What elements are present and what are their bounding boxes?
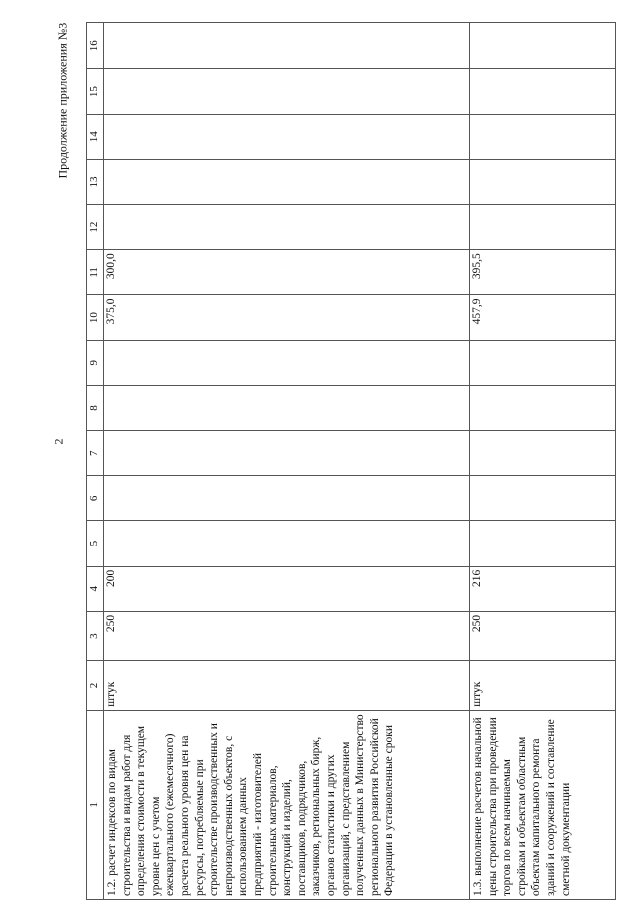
cell-c15: [104, 69, 470, 114]
cell-c10: 375,0: [104, 295, 470, 340]
appendix-continuation-note: Продолжение приложения №3: [55, 22, 70, 179]
cell-c10: 457,9: [470, 295, 616, 340]
cell-c14: [104, 114, 470, 159]
cell-c13: [104, 159, 470, 204]
column-header: 7: [87, 431, 104, 476]
cell-c13: [470, 159, 616, 204]
column-header: 13: [87, 159, 104, 204]
column-header: 16: [87, 23, 104, 69]
cell-c3: 250: [470, 611, 616, 660]
cell-c9: [470, 340, 616, 385]
column-header: 6: [87, 476, 104, 521]
column-header: 15: [87, 69, 104, 114]
cell-c5: [470, 521, 616, 566]
column-header: 8: [87, 385, 104, 430]
cell-c12: [104, 205, 470, 250]
cell-c4: 216: [470, 566, 616, 611]
column-header: 2: [87, 661, 104, 710]
cell-c6: [104, 476, 470, 521]
row-unit: штук: [470, 661, 616, 710]
cell-c8: [104, 385, 470, 430]
cell-c16: [104, 23, 470, 69]
cell-c7: [104, 431, 470, 476]
cell-c16: [470, 23, 616, 69]
cell-c14: [470, 114, 616, 159]
column-header: 9: [87, 340, 104, 385]
column-header: 5: [87, 521, 104, 566]
column-header: 4: [87, 566, 104, 611]
data-table-wrapper: [86, 22, 616, 900]
cell-c7: [470, 431, 616, 476]
cell-c11: 300,0: [104, 250, 470, 295]
cell-c4: 200: [104, 566, 470, 611]
table-row: [104, 23, 470, 900]
data-table: [86, 22, 616, 900]
page-number: 2: [51, 438, 66, 445]
rotated-table-area: [86, 22, 616, 900]
cell-c12: [470, 205, 616, 250]
column-header: 10: [87, 295, 104, 340]
column-header: 14: [87, 114, 104, 159]
cell-c8: [470, 385, 616, 430]
table-row: [470, 23, 616, 900]
row-description: 1.2. расчет индексов по видам строительства и видам работ для определения стоимости в текущем уровне цен с учетом ежеквартального (ежемесячного) расчета реального уровня цен на ресурсы, потребляемые при строительстве производственных и непроизводственных объектов, с использованием данных предприятий - изготовителей строительных материалов, конструкций и изделий, поставщиков, подрядчиков, заказчиков, региональных бирж, органов статистики и других организаций, с представлением полученных данных в Министерство регионального развития Российской Федерации в установленные сроки: [104, 710, 470, 899]
column-header: 3: [87, 611, 104, 660]
cell-c11: 395,5: [470, 250, 616, 295]
cell-c15: [470, 69, 616, 114]
cell-c9: [104, 340, 470, 385]
header-row: [87, 23, 104, 900]
cell-c5: [104, 521, 470, 566]
cell-c6: [470, 476, 616, 521]
column-header: 11: [87, 250, 104, 295]
column-header: 1: [87, 710, 104, 899]
row-description: 1.3. выполнение расчетов начальной цены строительства при проведении торгов по всем начинаемым стройкам и объектам областным объектам капитального ремонта зданий и сооружений и составление сметной документации: [470, 710, 616, 899]
cell-c3: 250: [104, 611, 470, 660]
column-header: 12: [87, 205, 104, 250]
row-unit: штук: [104, 661, 470, 710]
